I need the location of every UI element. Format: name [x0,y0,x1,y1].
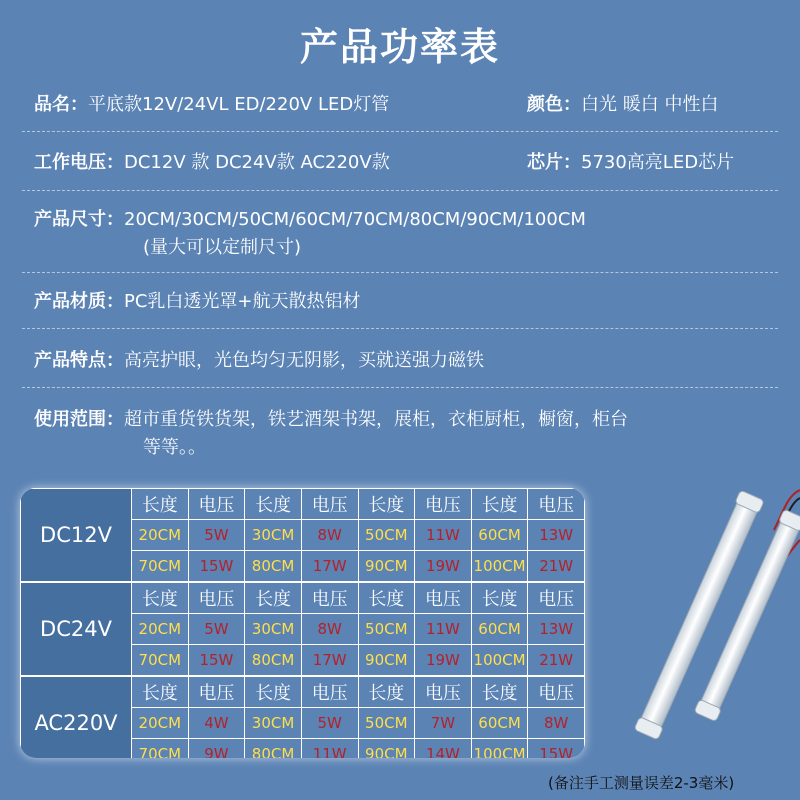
voltage-group-label: DC24V [21,582,132,676]
power-cell: 11W [415,614,472,645]
size-row [34,205,586,259]
length-cell: 80CM [245,645,302,677]
power-cell: 5W [301,708,358,739]
power-cell: 11W [415,520,472,551]
header-length: 长度 [358,489,415,520]
header-length: 长度 [245,582,302,614]
power-cell: 13W [528,614,585,645]
chip-value: 5730高亮LED芯片 [581,152,735,173]
divider [22,190,778,191]
usage-label: 使用范围： [34,409,124,430]
header-voltage: 电压 [188,582,245,614]
power-cell: 5W [188,614,245,645]
length-cell: 20CM [132,520,189,551]
length-cell: 50CM [358,520,415,551]
power-cell: 13W [528,520,585,551]
voltage-group-label: DC12V [21,489,132,583]
power-cell: 4W [188,708,245,739]
header-voltage: 电压 [188,489,245,520]
power-cell: 8W [528,708,585,739]
chip-label: 芯片： [527,152,581,173]
length-cell: 90CM [358,739,415,759]
header-length: 长度 [245,489,302,520]
feature-label: 产品特点： [34,350,124,371]
header-voltage: 电压 [528,489,585,520]
length-cell: 60CM [471,708,528,739]
header-length: 长度 [471,489,528,520]
length-cell: 30CM [245,520,302,551]
color-row [527,90,718,116]
size-custom-note: (量大可以定制尺寸) [143,237,302,258]
divider [22,131,778,132]
length-cell: 50CM [358,708,415,739]
length-cell: 70CM [132,645,189,677]
length-cell: 80CM [245,551,302,583]
material-row [34,287,361,313]
power-cell: 21W [528,645,585,677]
length-cell: 60CM [471,520,528,551]
power-cell: 17W [301,551,358,583]
power-cell: 15W [528,739,585,759]
length-cell: 90CM [358,645,415,677]
header-voltage: 电压 [301,676,358,708]
length-cell: 60CM [471,614,528,645]
table-header-row [21,582,585,614]
header-length: 长度 [471,582,528,614]
size-value: 20CM/30CM/50CM/60CM/70CM/80CM/90CM/100CM [124,209,586,230]
divider [22,387,778,388]
header-length: 长度 [358,582,415,614]
product-name-value: 平底款12V/24VL ED/220V LED灯管 [88,94,390,115]
header-length: 长度 [132,676,189,708]
header-voltage: 电压 [528,582,585,614]
size-label: 产品尺寸： [34,209,124,230]
divider [22,272,778,273]
table-header-row [21,489,585,520]
usage-row [34,405,628,459]
power-cell: 7W [415,708,472,739]
chip-row [527,148,734,174]
power-cell: 8W [301,520,358,551]
color-label: 颜色： [527,94,581,115]
power-cell: 9W [188,739,245,759]
measurement-note: (备注手工测量误差2-3毫米) [548,774,735,792]
power-cell: 15W [188,645,245,677]
length-cell: 80CM [245,739,302,759]
usage-value: 超市重货铁货架，铁艺酒架书架，展柜，衣柜厨柜，橱窗，柜台 [124,409,628,430]
color-value: 白光 暖白 中性白 [581,94,719,115]
length-cell: 70CM [132,739,189,759]
length-cell: 30CM [245,708,302,739]
length-cell: 20CM [132,614,189,645]
voltage-label: 工作电压： [34,152,124,173]
power-cell: 14W [415,739,472,759]
power-cell: 19W [415,645,472,677]
power-cell: 8W [301,614,358,645]
power-spec-table [20,488,585,758]
voltage-group-label: AC220V [21,676,132,758]
length-cell: 100CM [471,739,528,759]
power-cell: 5W [188,520,245,551]
header-voltage: 电压 [301,582,358,614]
header-voltage: 电压 [415,489,472,520]
length-cell: 100CM [471,645,528,677]
header-voltage: 电压 [415,676,472,708]
power-cell: 21W [528,551,585,583]
feature-value: 高亮护眼，光色均匀无阴影，买就送强力磁铁 [124,350,484,371]
power-cell: 19W [415,551,472,583]
feature-row [34,346,484,372]
usage-value-continued: 等等。。 [143,437,206,458]
header-length: 长度 [132,489,189,520]
header-length: 长度 [471,676,528,708]
material-value: PC乳白透光罩+航天散热铝材 [124,291,361,312]
length-cell: 90CM [358,551,415,583]
length-cell: 100CM [471,551,528,583]
power-cell: 11W [301,739,358,759]
length-cell: 70CM [132,551,189,583]
material-label: 产品材质： [34,291,124,312]
header-length: 长度 [245,676,302,708]
led-tube-image [588,470,800,770]
header-length: 长度 [358,676,415,708]
divider [22,328,778,329]
header-voltage: 电压 [415,582,472,614]
header-voltage: 电压 [301,489,358,520]
product-name-row [34,90,389,116]
voltage-value: DC12V 款 DC24V款 AC220V款 [124,152,390,173]
length-cell: 20CM [132,708,189,739]
header-voltage: 电压 [528,676,585,708]
header-voltage: 电压 [188,676,245,708]
length-cell: 50CM [358,614,415,645]
table-header-row [21,676,585,708]
power-cell: 15W [188,551,245,583]
power-cell: 17W [301,645,358,677]
voltage-row [34,148,390,174]
page-title: 产品功率表 [299,25,500,69]
length-cell: 30CM [245,614,302,645]
product-name-label: 品名： [34,94,88,115]
header-length: 长度 [132,582,189,614]
